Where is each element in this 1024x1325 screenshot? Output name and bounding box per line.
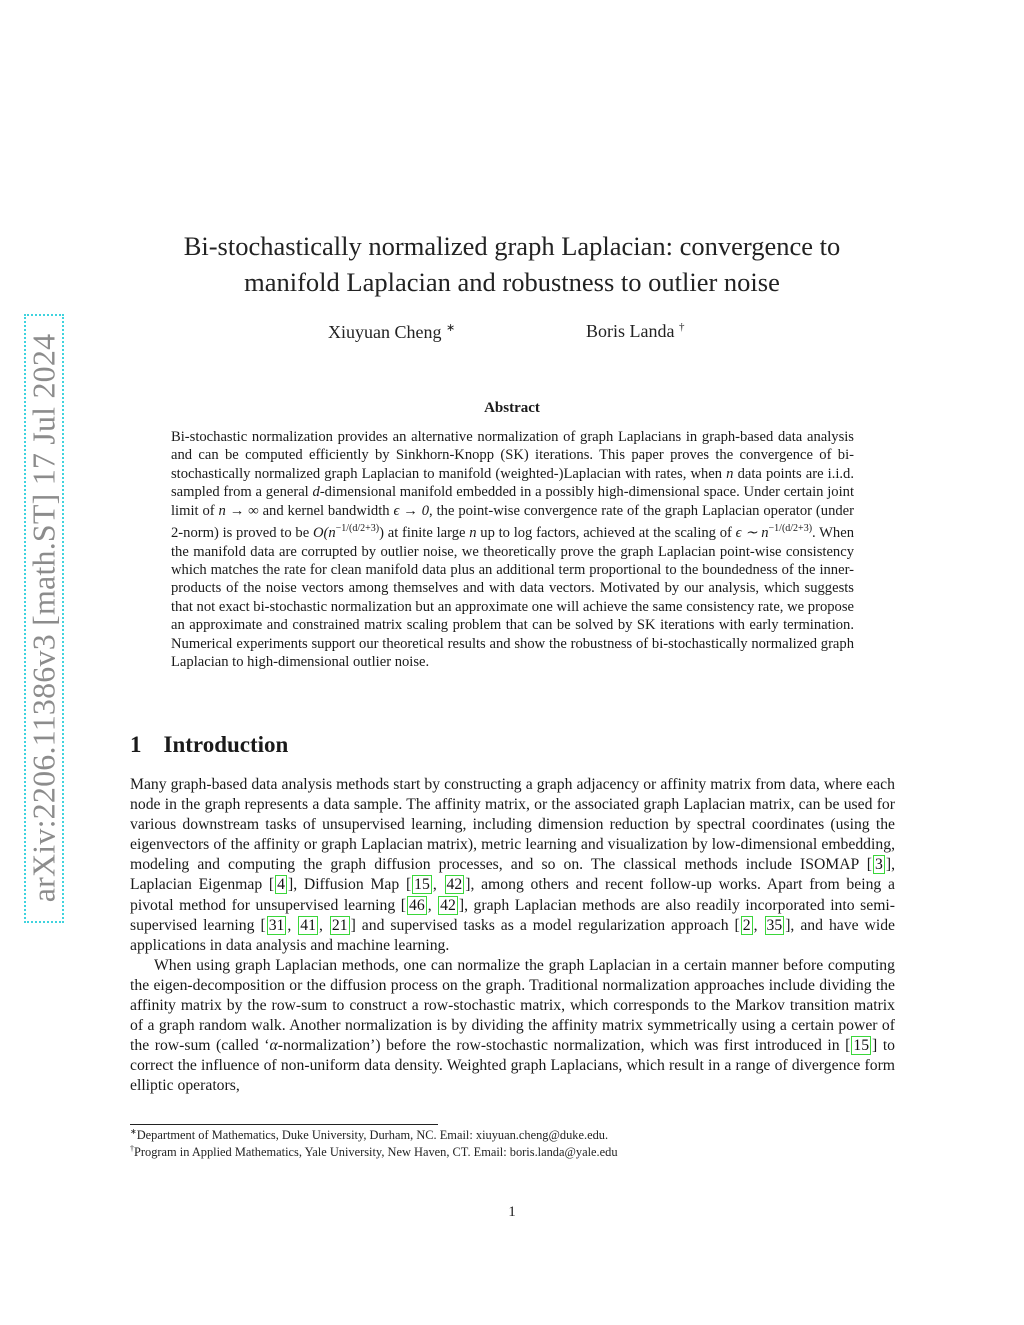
section-title: Introduction <box>163 732 289 757</box>
citation-link[interactable]: 41 <box>300 916 316 934</box>
citation-link[interactable]: 46 <box>409 896 425 914</box>
author-cheng <box>328 321 455 343</box>
citation-link[interactable]: 2 <box>742 916 751 934</box>
abstract-body: Bi-stochastic normalization provides an alternative normalization of graph Laplacians in graph-based data analysis and can be computed efficiently by Sinkhorn-Knopp (SK) iterations. This paper proves the convergence of bi-stochastically normalized graph Laplacian to manifold (weighted-)Laplacian with rates, when n data points are i.i.d. sampled from a general d-dimensional manifold embedded in a possibly high-dimensional space. Under certain joint limit of n → ∞ and kernel bandwidth ϵ → 0, the point-wise convergence rate of the graph Laplacian operator (under 2-norm) is proved to be $O(n^{-1/(d/2+3)})$ at finite large n up to log factors, achieved at the scaling of ϵ ∼ $n^{-1/(d/2+3)}$. When the manifold data are corrupted by outlier noise, we theoretically prove the graph Laplacian point-wise consistency which matches the rate for clean manifold data plus an additional term proportional to the boundedness of the inner-products of the noise vectors among themselves and with data vectors. Motivated by our analysis, which suggests that not exact bi-stochastic normalization but an approximate one will achieve the same consistency rate, we propose an approximate and constrained matrix scaling problem that can be solved by SK iterations with early termination. Numerical experiments support our theoretical results and show the robustness of bi-stochastically normalized graph Laplacian to high-dimensional outlier noise. <box>171 429 855 671</box>
title-line-1: Bi-stochastically normalized graph Laplacian: convergence to <box>183 231 841 261</box>
paragraph-2: When using graph Laplacian methods, one can normalize the graph Laplacian in a certain manner before computing the eigen-decomposition or the diffusion process on the graph. Traditional normalization approaches include dividing the affinity matrix by the row-sum to construct a row-stochastic matrix, which corresponds to the Markov transition matrix of a graph random walk. Another normalization is by dividing the affinity matrix symmetrically using a certain power of the row-sum (called ‘α-normalization’) before the row-stochastic normalization, which was first introduced in [ 15 ] to correct the influence of non-uniform data density. Weighted graph Laplacians, which result in a range of divergence form elliptic operators, <box>130 956 896 1095</box>
section-heading <box>130 732 288 758</box>
arxiv-identifier: arXiv:2206.11386v3 [math.ST] 17 Jul 2024 <box>25 333 62 903</box>
citation-link[interactable]: 35 <box>766 916 783 934</box>
footnote-2: †Program in Applied Mathematics, Yale University, New Haven, CT. Email: boris.landa@yale.edu <box>130 1144 618 1160</box>
author-name: Boris Landa <box>586 321 675 341</box>
footnote-rule <box>130 1124 438 1125</box>
citation-link[interactable]: 3 <box>875 856 883 874</box>
citation-link[interactable]: 31 <box>268 916 285 934</box>
citation-link[interactable]: 15 <box>853 1037 870 1055</box>
author-landa <box>586 321 684 342</box>
citation-link[interactable]: 4 <box>277 876 285 894</box>
paper-title <box>130 228 894 300</box>
section-number: 1 <box>130 732 142 757</box>
page-number: 1 <box>508 1204 516 1220</box>
abstract-heading: Abstract <box>484 400 540 416</box>
footnote-1: ∗Department of Mathematics, Duke University, Durham, NC. Email: xiuyuan.cheng@duke.edu. <box>130 1127 609 1143</box>
introduction-body <box>130 775 895 1097</box>
author-footnote-mark: † <box>678 321 685 333</box>
paragraph-1: Many graph-based data analysis methods start by constructing a graph adjacency or affinity matrix from data, where each node in the graph represents a data sample. The affinity matrix, or the associated graph Laplacian matrix, can be used for various downstream tasks of unsupervised learning, including dimension reduction by spectral coordinates (using the eigenvectors of the affinity or graph Laplacian matrix), metric learning and visualization by low-dimensional embedding, modeling and computing the graph diffusion processes, and so on. The classical methods include ISOMAP [ 3 ], Laplacian Eigenmap [ 4 ], Diffusion Map [ 15 , 42 ], among others and recent follow-up works. Apart from being a pivotal method for unsupervised learning [ 46 , 42 ], graph Laplacian methods are also readily incorporated into semi-supervised learning [ 31 , 41 , 21 ] and supervised tasks as a model regularization approach [ 2 , 35 ], and have wide applications in data analysis and machine learning. <box>130 776 896 954</box>
citation-link[interactable]: 42 <box>446 876 463 894</box>
title-line-2: manifold Laplacian and robustness to outlier noise <box>244 267 780 297</box>
citation-link[interactable]: 21 <box>331 916 348 934</box>
author-footnote-mark: ∗ <box>445 322 456 334</box>
author-name: Xiuyuan Cheng <box>328 322 442 342</box>
citation-link[interactable]: 15 <box>414 876 430 894</box>
citation-link[interactable]: 42 <box>440 896 456 914</box>
